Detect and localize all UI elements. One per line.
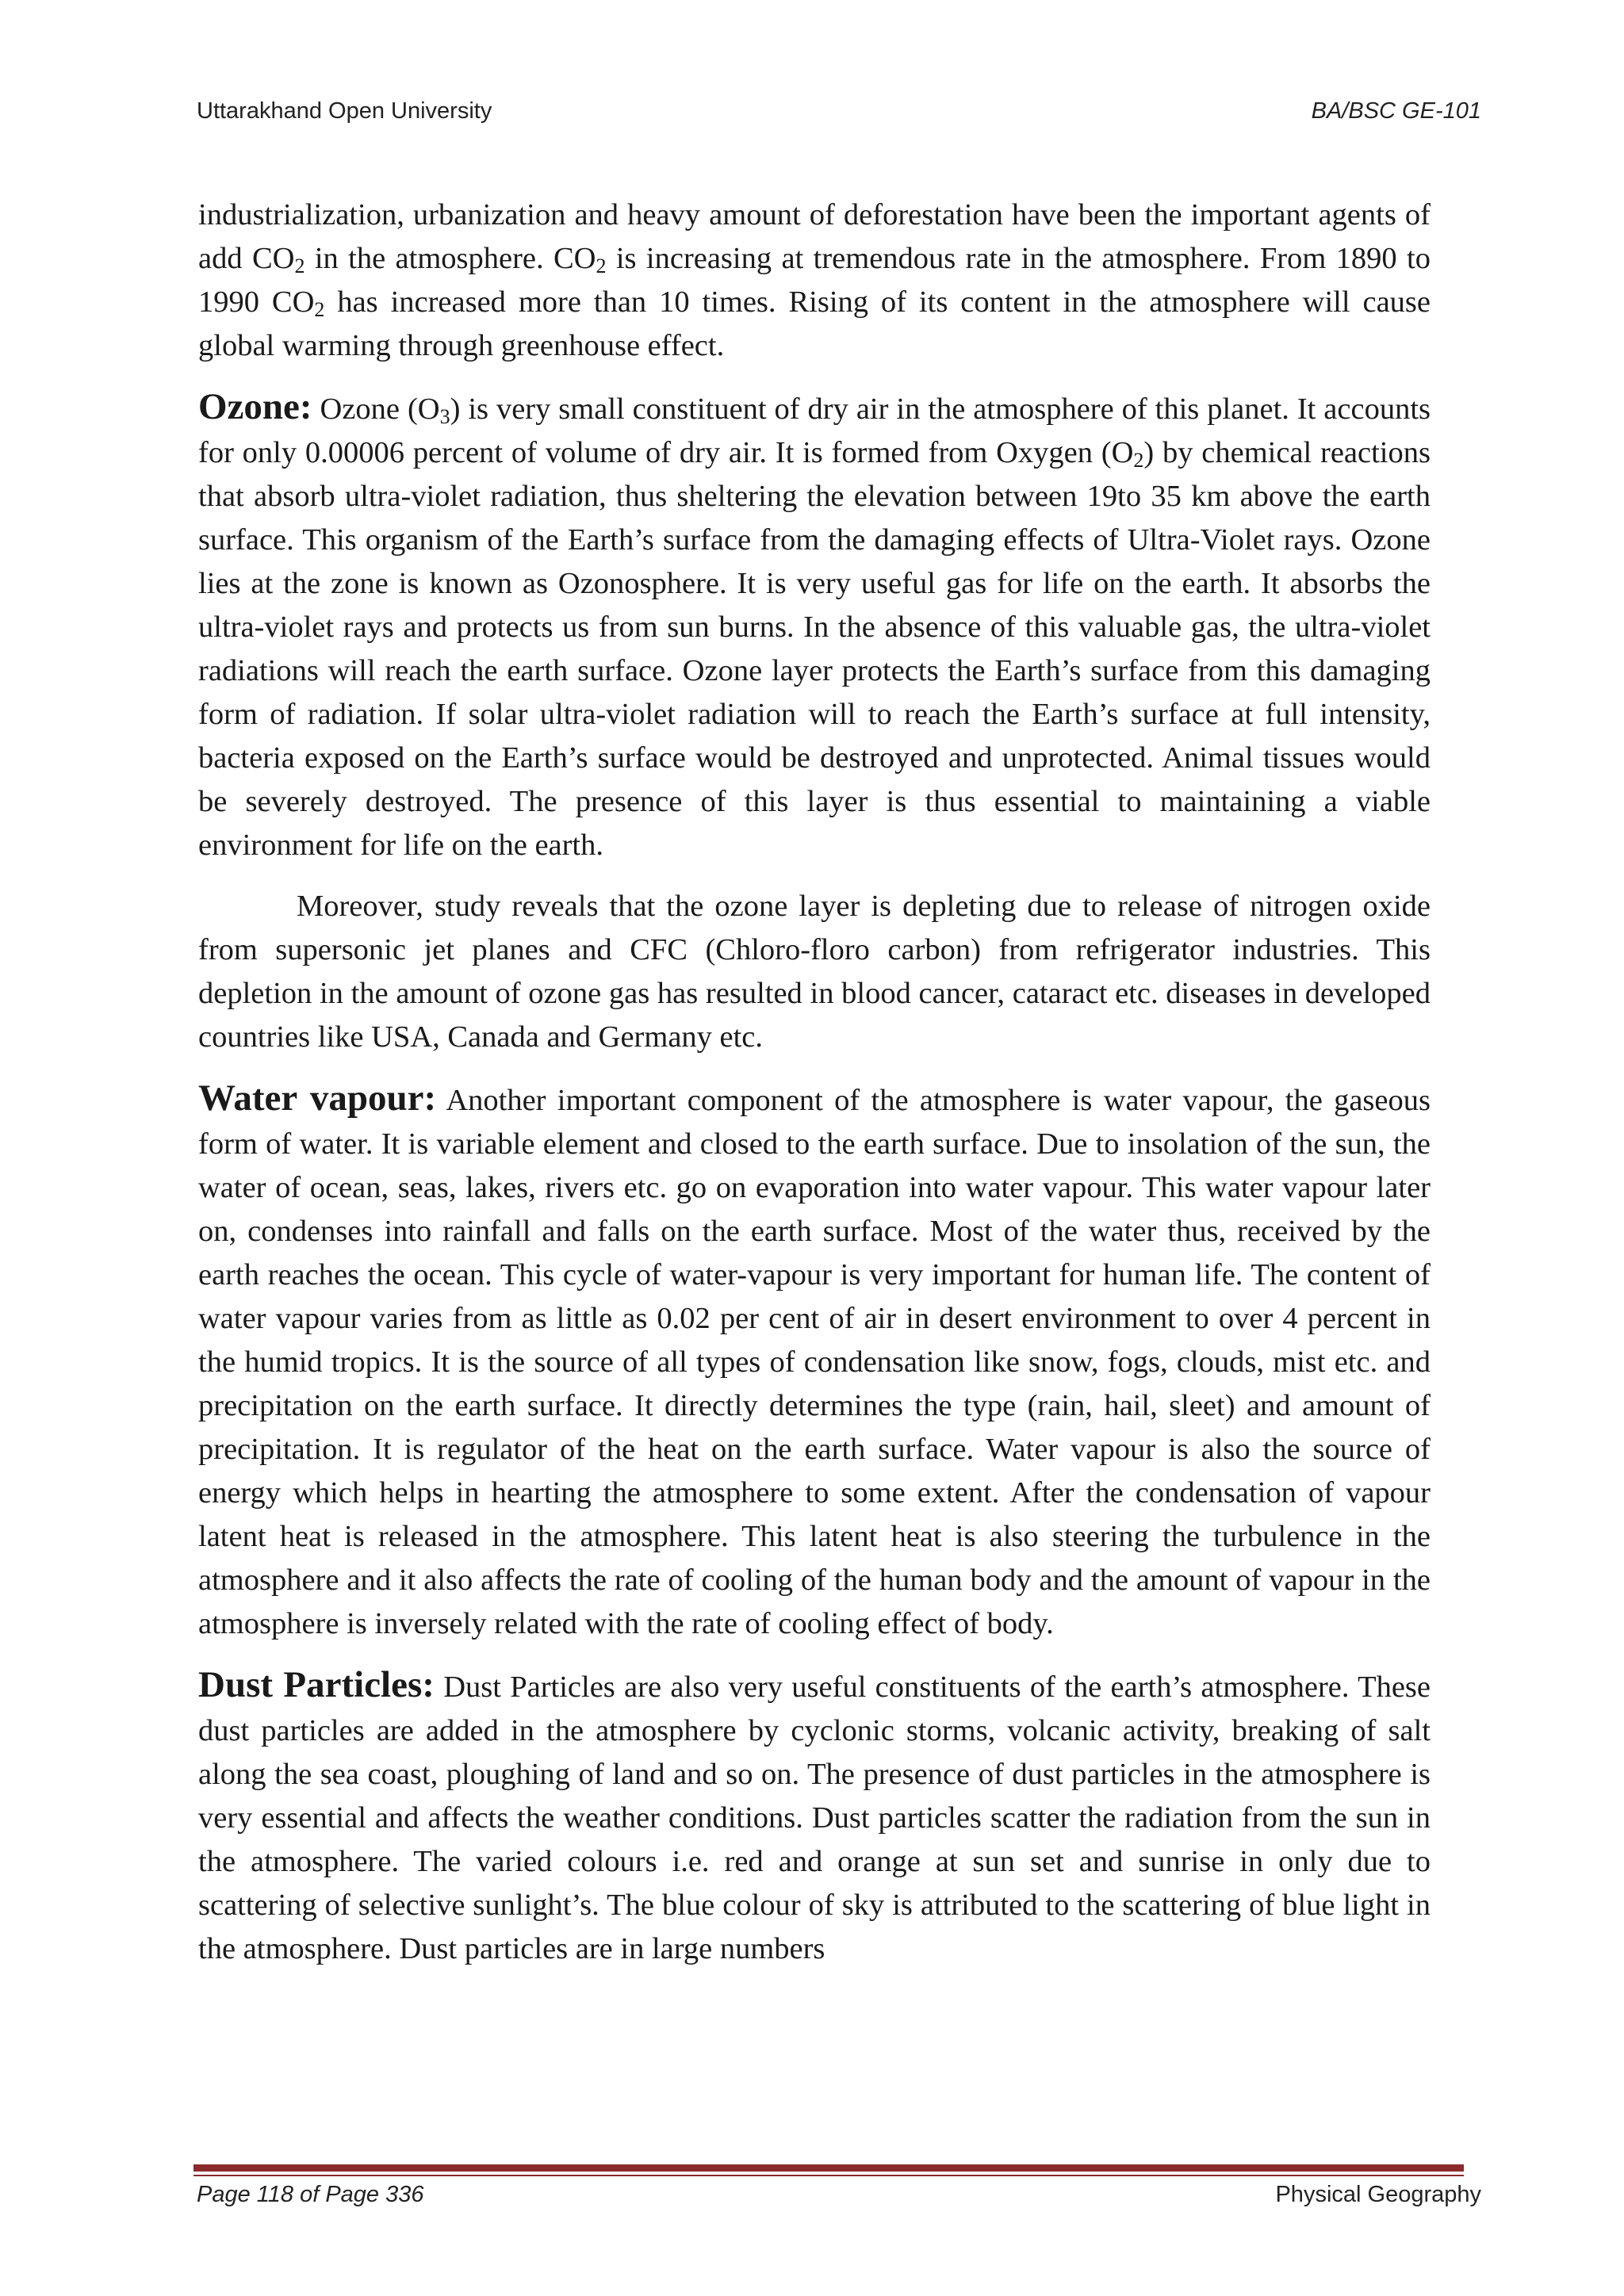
header-course-code: BA/BSC GE-101 xyxy=(1311,98,1481,124)
footer-rule-thin xyxy=(193,2175,1464,2176)
footer-subject: Physical Geography xyxy=(1275,2182,1481,2207)
page-number: Page 118 of Page 336 xyxy=(197,2182,424,2207)
section-heading-water-vapour: Water vapour: xyxy=(198,1077,437,1119)
paragraph-ozone: Ozone: Ozone $(O_3)$ is very small constituent of dry air in the atmosphere of this planet. It accounts for only 0.00006 percent of volume of dry air. It is formed from Oxygen $(O_2)$ by chemical reactions that absorb ultra-violet radiation, thus sheltering the elevation between 19to 35 km above the earth surface. This organism of the Earth’s surface from the damaging effects of Ultra-Violet rays. Ozone lies at the zone is known as Ozonosphere. It is very useful gas for life on the earth. It absorbs the ultra-violet rays and protects us from sun burns. In the absence of this valuable gas, the ultra-violet radiations will reach the earth surface. Ozone layer protects the Earth’s surface from this damaging form of radiation. If solar ultra-violet radiation will to reach the Earth’s surface at full intensity, bacteria exposed on the Earth’s surface would be destroyed and unprotected. Animal tissues would be severely destroyed. The presence of this layer is thus essential to maintaining a viable environment for life on the earth. xyxy=(198,386,1431,862)
page-body xyxy=(198,193,1431,1988)
section-heading-dust-particles: Dust Particles: xyxy=(198,1664,435,1705)
footer-rule xyxy=(193,2164,1464,2172)
section-heading-ozone: Ozone: xyxy=(198,386,312,427)
header-university: Uttarakhand Open University xyxy=(197,98,492,124)
paragraph-co2: industrialization, urbanization and heavy amount of deforestation have been the important agents of add $CO_2$ in the atmosphere. $CO_2$ is increasing at tremendous rate in the atmosphere. From 1890 to 1990 $CO_2$ has increased more than 10 times. Rising of its content in the atmosphere will cause global warming through greenhouse effect. xyxy=(198,198,1431,362)
paragraph-dust-particles: Dust Particles: Dust Particles are also very useful constituents of the earth’s atmosphere. These dust particles are added in the atmosphere by cyclonic storms, volcanic activity, breaking of salt along the sea coast, ploughing of land and so on. The presence of dust particles in the atmosphere is very essential and affects the weather conditions. Dust particles scatter the radiation from the sun in the atmosphere. The varied colours i.e. red and orange at sun set and sunrise in only due to scattering of selective sunlight’s. The blue colour of sky is attributed to the scattering of blue light in the atmosphere. Dust particles are in large numbers xyxy=(198,1664,1431,1965)
paragraph-water-vapour: Water vapour: Another important component of the atmosphere is water vapour, the gaseous form of water. It is variable element and closed to the earth surface. Due to insolation of the sun, the water of ocean, seas, lakes, rivers etc. go on evaporation into water vapour. This water vapour later on, condenses into rainfall and falls on the earth surface. Most of the water thus, received by the earth reaches the ocean. This cycle of water-vapour is very important for human life. The content of water vapour varies from as little as 0.02 per cent of air in desert environment to over 4 percent in the humid tropics. It is the source of all types of condensation like snow, fogs, clouds, mist etc. and precipitation on the earth surface. It directly determines the type (rain, hail, sleet) and amount of precipitation. It is regulator of the heat on the earth surface. Water vapour is also the source of energy which helps in hearting the atmosphere to some extent. After the condensation of vapour latent heat is released in the atmosphere. This latent heat is also steering the turbulence in the atmosphere and it also affects the rate of cooling of the human body and the amount of vapour in the atmosphere is inversely related with the rate of cooling effect of body. xyxy=(198,1077,1431,1640)
paragraph-ozone-depletion: Moreover, study reveals that the ozone layer is depleting due to release of nitrogen oxide from supersonic jet planes and CFC (Chloro-floro carbon) from refrigerator industries. This depletion in the amount of ozone gas has resulted in blood cancer, cataract etc. diseases in developed countries like USA, Canada and Germany etc. xyxy=(198,890,1431,1054)
